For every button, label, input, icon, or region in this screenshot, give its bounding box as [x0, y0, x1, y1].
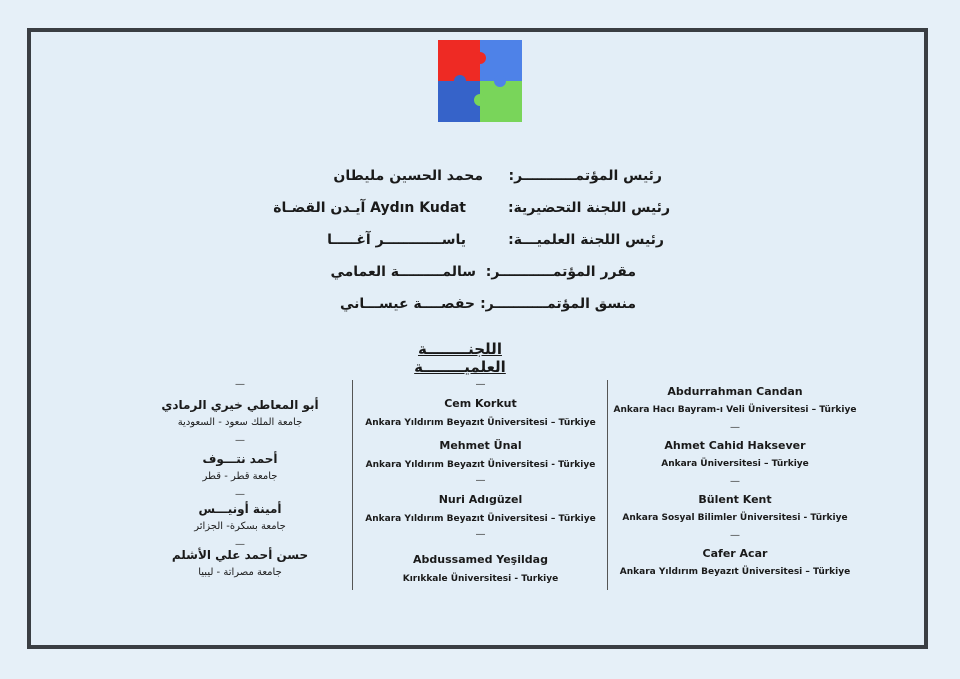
member-name: Nuri Adıgüzel	[438, 493, 523, 506]
puzzle-piece-green	[480, 81, 522, 122]
member-name: أمينة أونيـــس	[198, 502, 282, 516]
separator-dash: —	[730, 530, 740, 541]
member-name: Bülent Kent	[698, 493, 772, 506]
separator-dash: —	[475, 529, 486, 540]
member-affiliation: Ankara Hacı Bayram-ı Veli Üniversitesi – Türkiye	[613, 405, 857, 415]
member-affiliation: Ankara Yıldırım Beyazıt Üniversitesi - Türkiye	[365, 460, 596, 470]
separator-dash: —	[235, 435, 245, 446]
officer-name: ياســــــــــــر آغـــــا	[327, 232, 466, 248]
officer-name: سالمـــــــــة العمامي	[330, 264, 476, 280]
officer-name: آيـدن القضـاة Aydın Kudat	[273, 200, 466, 216]
puzzle-piece-navy	[438, 81, 480, 122]
member-affiliation: Ankara Yıldırım Beyazıt Üniversitesi – Türkiye	[619, 567, 851, 577]
officer-role: رئيس اللجنة التحضيرية:	[507, 200, 670, 216]
separator-dash: —	[235, 539, 245, 550]
officer-role: رئيس اللجنة العلميـــة:	[508, 232, 664, 248]
separator-dash: —	[475, 475, 486, 486]
member-name: Abdurrahman Candan	[667, 385, 803, 398]
member-affiliation: جامعة بسكرة- الجزائر	[194, 521, 286, 532]
officer-role: منسق المؤتمـــــــــــر:	[480, 296, 636, 312]
member-affiliation: جامعة الملك سعود - السعودية	[177, 417, 303, 428]
separator-dash: —	[730, 422, 740, 433]
member-name: أحمد نتـــوف	[202, 452, 278, 466]
member-affiliation: Kırıkkale Üniversitesi - Turkiye	[402, 574, 559, 584]
officer-role: رئيس المؤتمـــــــــــر:	[508, 168, 662, 184]
member-name: Abdussamed Yeşildag	[413, 553, 548, 566]
member-affiliation: Ankara Sosyal Bilimler Üniversitesi - Türkiye	[622, 513, 848, 523]
member-affiliation: Ankara Yıldırım Beyazıt Üniversitesi – Türkiye	[365, 514, 596, 524]
puzzle-piece-blue	[480, 40, 522, 81]
separator-dash: —	[235, 489, 245, 500]
scientific-committee-heading: اللجنــــــــة العلميــــــــة	[414, 340, 506, 376]
column-divider	[352, 380, 353, 590]
member-affiliation: جامعة مصراتة - ليبيا	[198, 567, 282, 578]
member-affiliation: جامعة قطر - قطر	[202, 471, 278, 482]
member-name: Ahmet Cahid Haksever	[664, 439, 806, 452]
officer-name: حفصــــة عيســـاني	[339, 296, 475, 312]
member-name: Cem Korkut	[444, 397, 517, 410]
column-divider	[607, 380, 608, 590]
member-name: Cafer Acar	[702, 547, 768, 560]
separator-dash: —	[235, 379, 245, 390]
puzzle-logo	[438, 40, 522, 122]
member-name: أبو المعاطي خيري الرمادي	[161, 398, 319, 412]
member-affiliation: Ankara Üniversitesi – Türkiye	[661, 459, 809, 469]
member-name: Mehmet Ünal	[439, 439, 522, 452]
separator-dash: —	[730, 476, 740, 487]
officer-role: مقرر المؤتمـــــــــــر:	[485, 264, 636, 280]
officer-name: محمد الحسين مليطان	[333, 168, 483, 184]
member-affiliation: Ankara Yıldırım Beyazıt Üniversitesi – Türkiye	[365, 418, 596, 428]
member-name: حسن أحمد علي الأشلم	[171, 548, 309, 562]
puzzle-piece-red	[438, 40, 480, 81]
separator-dash: —	[475, 379, 486, 390]
